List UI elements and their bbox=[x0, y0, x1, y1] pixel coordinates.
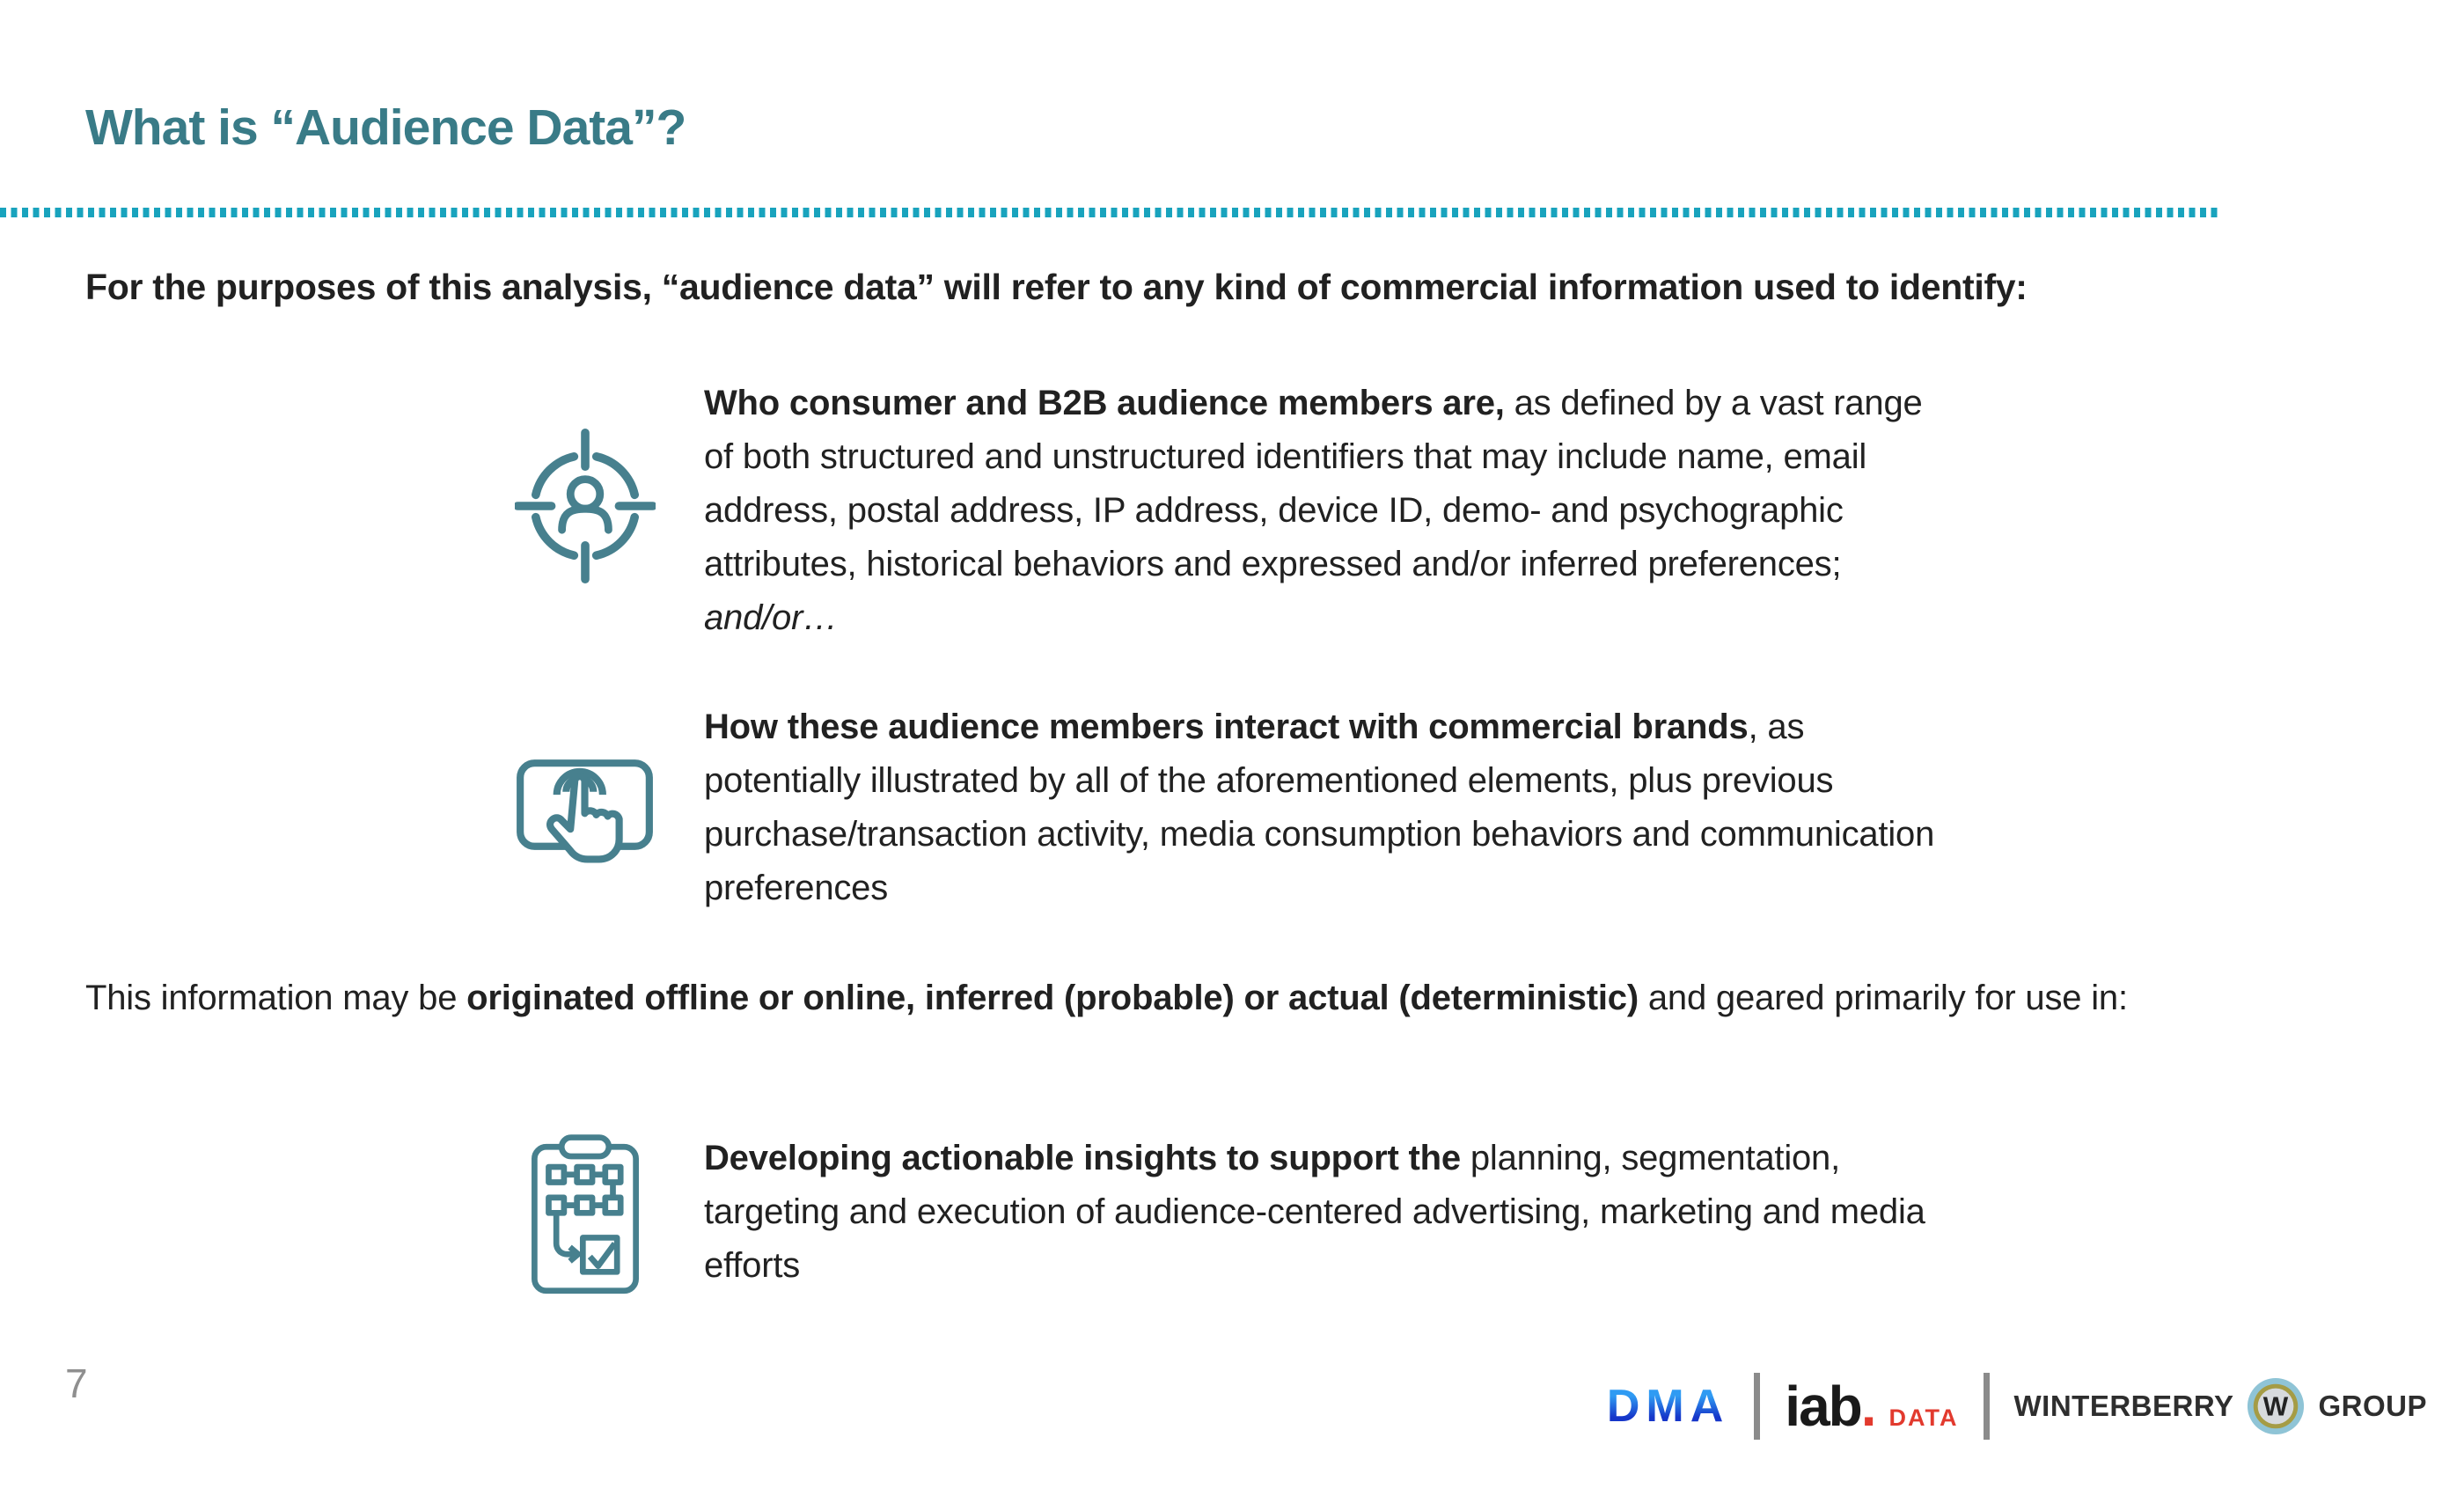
mid-paragraph-pre: This information may be bbox=[85, 979, 467, 1017]
audience-target-icon bbox=[515, 429, 656, 583]
iab-data-label: DATA bbox=[1888, 1404, 1959, 1431]
iab-logo-text: iab bbox=[1785, 1375, 1861, 1438]
winterberry-text: WINTERBERRY bbox=[2013, 1390, 2234, 1422]
mid-paragraph bbox=[85, 972, 2285, 1025]
bullet-bold-text: Developing actionable insights to support the bbox=[704, 1139, 1470, 1177]
bullet-how-members-interact bbox=[704, 700, 1936, 915]
mid-paragraph-bold: originated offline or online, inferred (probable) or actual (deterministic) bbox=[466, 979, 1639, 1017]
insights-clipboard-icon bbox=[526, 1131, 644, 1300]
winterberry-w-letter: W bbox=[2263, 1392, 2289, 1422]
bullet-regular-text: as defined by a vast range of both structured and unstructured identifiers that may include name, email address, postal address, IP address, device ID, demo- and psychographic attributes, historical behaviors and expressed and/or inferred preferences; bbox=[704, 384, 1923, 583]
logo-separator bbox=[1984, 1373, 1990, 1440]
logo-separator bbox=[1754, 1373, 1760, 1440]
dma-logo-text: DMA bbox=[1606, 1381, 1730, 1432]
logo-strip bbox=[1607, 1357, 2427, 1456]
bullet-who-audience-members-are bbox=[704, 377, 1936, 645]
mid-paragraph-post: and geared primarily for use in: bbox=[1638, 979, 2128, 1017]
bullet-developing-insights bbox=[704, 1132, 1936, 1293]
dma-logo bbox=[1607, 1380, 1729, 1433]
intro-paragraph: For the purposes of this analysis, “audience data” will refer to any kind of commercial information used to identify: bbox=[85, 267, 2028, 307]
bullet-bold-text: How these audience members interact with commercial brands bbox=[704, 708, 1749, 746]
touch-interaction-icon bbox=[513, 736, 656, 885]
page-title: What is “Audience Data”? bbox=[85, 99, 686, 156]
bullet-regular-text: planning, segmentation, targeting and execution of audience-centered advertising, marketing and media efforts bbox=[704, 1139, 1925, 1285]
page-number: 7 bbox=[65, 1360, 88, 1406]
winterberry-w-badge-icon bbox=[2246, 1376, 2306, 1436]
winterberry-group-logo bbox=[2014, 1376, 2427, 1436]
bullet-bold-text: Who consumer and B2B audience members are, bbox=[704, 384, 1505, 422]
group-text: GROUP bbox=[2318, 1390, 2427, 1422]
bullet-italic-text: and/or… bbox=[704, 598, 839, 637]
dotted-divider bbox=[0, 208, 2219, 217]
bullet-regular-text: , as potentially illustrated by all of the aforementioned elements, plus previous purchase/transaction activity, media consumption behaviors and communication preferences bbox=[704, 708, 1935, 907]
iab-logo-dot: . bbox=[1860, 1375, 1877, 1438]
iab-data-logo bbox=[1785, 1374, 1958, 1439]
